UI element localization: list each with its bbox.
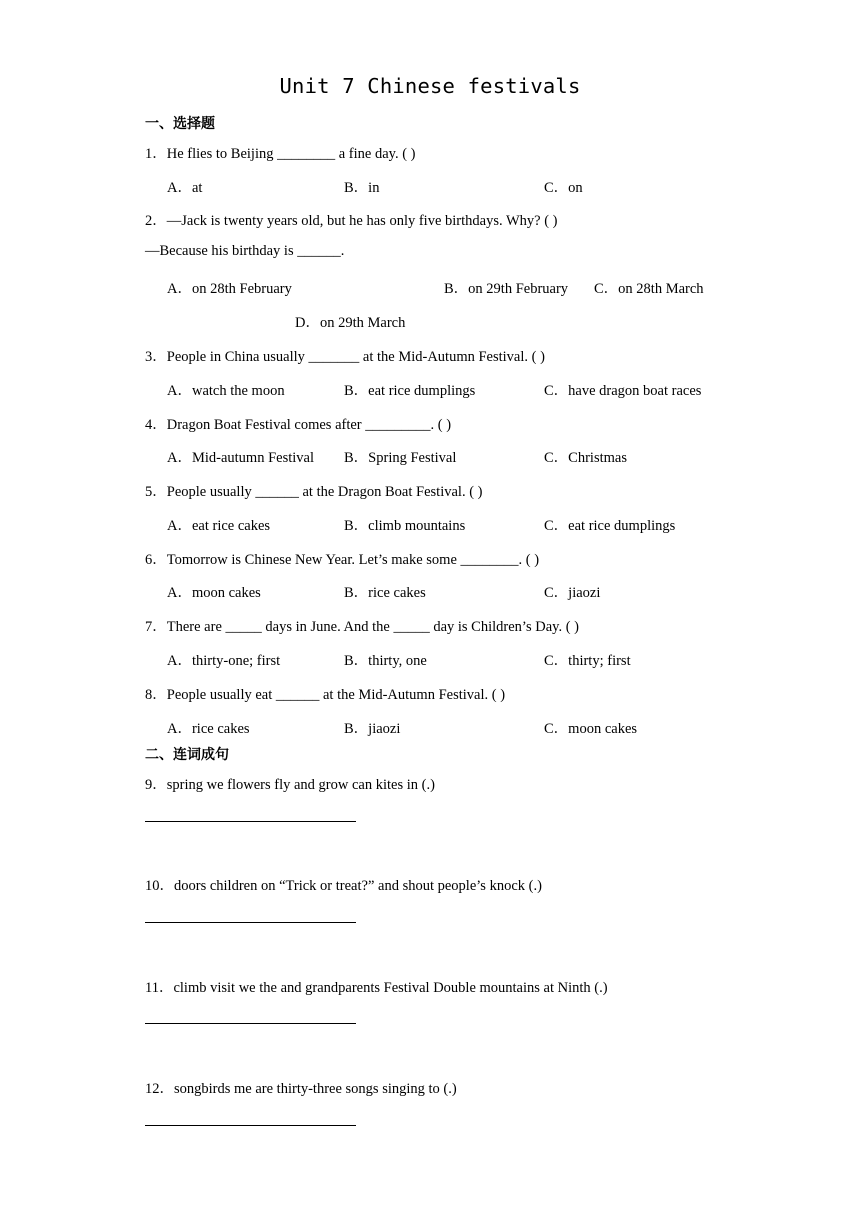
question-2: 2．—Jack is twenty years old, but he has only five birthdays. Why? ( ) [145, 213, 558, 229]
question-9: 9．spring we flowers fly and grow can kites in (.) [145, 777, 435, 793]
q4-option-a: A．Mid-autumn Festival [167, 450, 315, 466]
q12-answer-line [145, 1125, 356, 1126]
q5-option-b: B．climb mountains [344, 518, 466, 534]
q11-answer-line [145, 1023, 356, 1024]
q8-option-b: B．jiaozi [344, 721, 401, 737]
question-1: 1．He flies to Beijing ________ a fine day. ( ) [145, 146, 416, 162]
q6-option-b: B．rice cakes [344, 585, 426, 601]
q7-option-c: C．thirty; first [544, 653, 631, 669]
q4-option-c: C．Christmas [544, 450, 627, 466]
question-11: 11．climb visit we the and grandparents Festival Double mountains at Ninth (.) [145, 980, 608, 996]
question-2-line-2: —Because his birthday is ______. [145, 243, 345, 259]
section-multiple-choice-heading: 一、选择题 [145, 116, 215, 132]
q2-option-c: C．on 28th March [594, 281, 704, 297]
q3-option-c: C．have dragon boat races [544, 383, 702, 399]
q1-option-a: A．at [167, 180, 203, 196]
question-4: 4．Dragon Boat Festival comes after _________. ( ) [145, 417, 452, 433]
q2-option-b: B．on 29th February [444, 281, 569, 297]
q1-option-c: C．on [544, 180, 583, 196]
q2-option-a: A．on 28th February [167, 281, 292, 297]
question-7: 7．There are _____ days in June. And the _____ day is Children’s Day. ( ) [145, 619, 579, 635]
page-title: Unit 7 Chinese festivals [279, 74, 581, 98]
q5-option-c: C．eat rice dumplings [544, 518, 676, 534]
q9-answer-line [145, 821, 356, 822]
question-12: 12．songbirds me are thirty-three songs singing to (.) [145, 1081, 457, 1097]
q6-option-c: C．jiaozi [544, 585, 601, 601]
q5-option-a: A．eat rice cakes [167, 518, 271, 534]
q2-option-d: D．on 29th March [295, 315, 406, 331]
q10-answer-line [145, 922, 356, 923]
q6-option-a: A．moon cakes [167, 585, 261, 601]
q7-option-a: A．thirty-one; first [167, 653, 281, 669]
q3-option-a: A．watch the moon [167, 383, 285, 399]
q4-option-b: B．Spring Festival [344, 450, 457, 466]
q7-option-b: B．thirty, one [344, 653, 427, 669]
question-8: 8．People usually eat ______ at the Mid-Autumn Festival. ( ) [145, 687, 506, 703]
q8-option-c: C．moon cakes [544, 721, 638, 737]
question-6: 6．Tomorrow is Chinese New Year. Let’s make some ________. ( ) [145, 552, 540, 568]
section-sentence-building-heading: 二、连词成句 [145, 747, 229, 763]
q1-option-b: B．in [344, 180, 380, 196]
q8-option-a: A．rice cakes [167, 721, 250, 737]
q3-option-b: B．eat rice dumplings [344, 383, 476, 399]
question-5: 5．People usually ______ at the Dragon Boat Festival. ( ) [145, 484, 483, 500]
question-10: 10．doors children on “Trick or treat?” and shout people’s knock (.) [145, 878, 542, 894]
question-3: 3．People in China usually _______ at the Mid-Autumn Festival. ( ) [145, 349, 545, 365]
